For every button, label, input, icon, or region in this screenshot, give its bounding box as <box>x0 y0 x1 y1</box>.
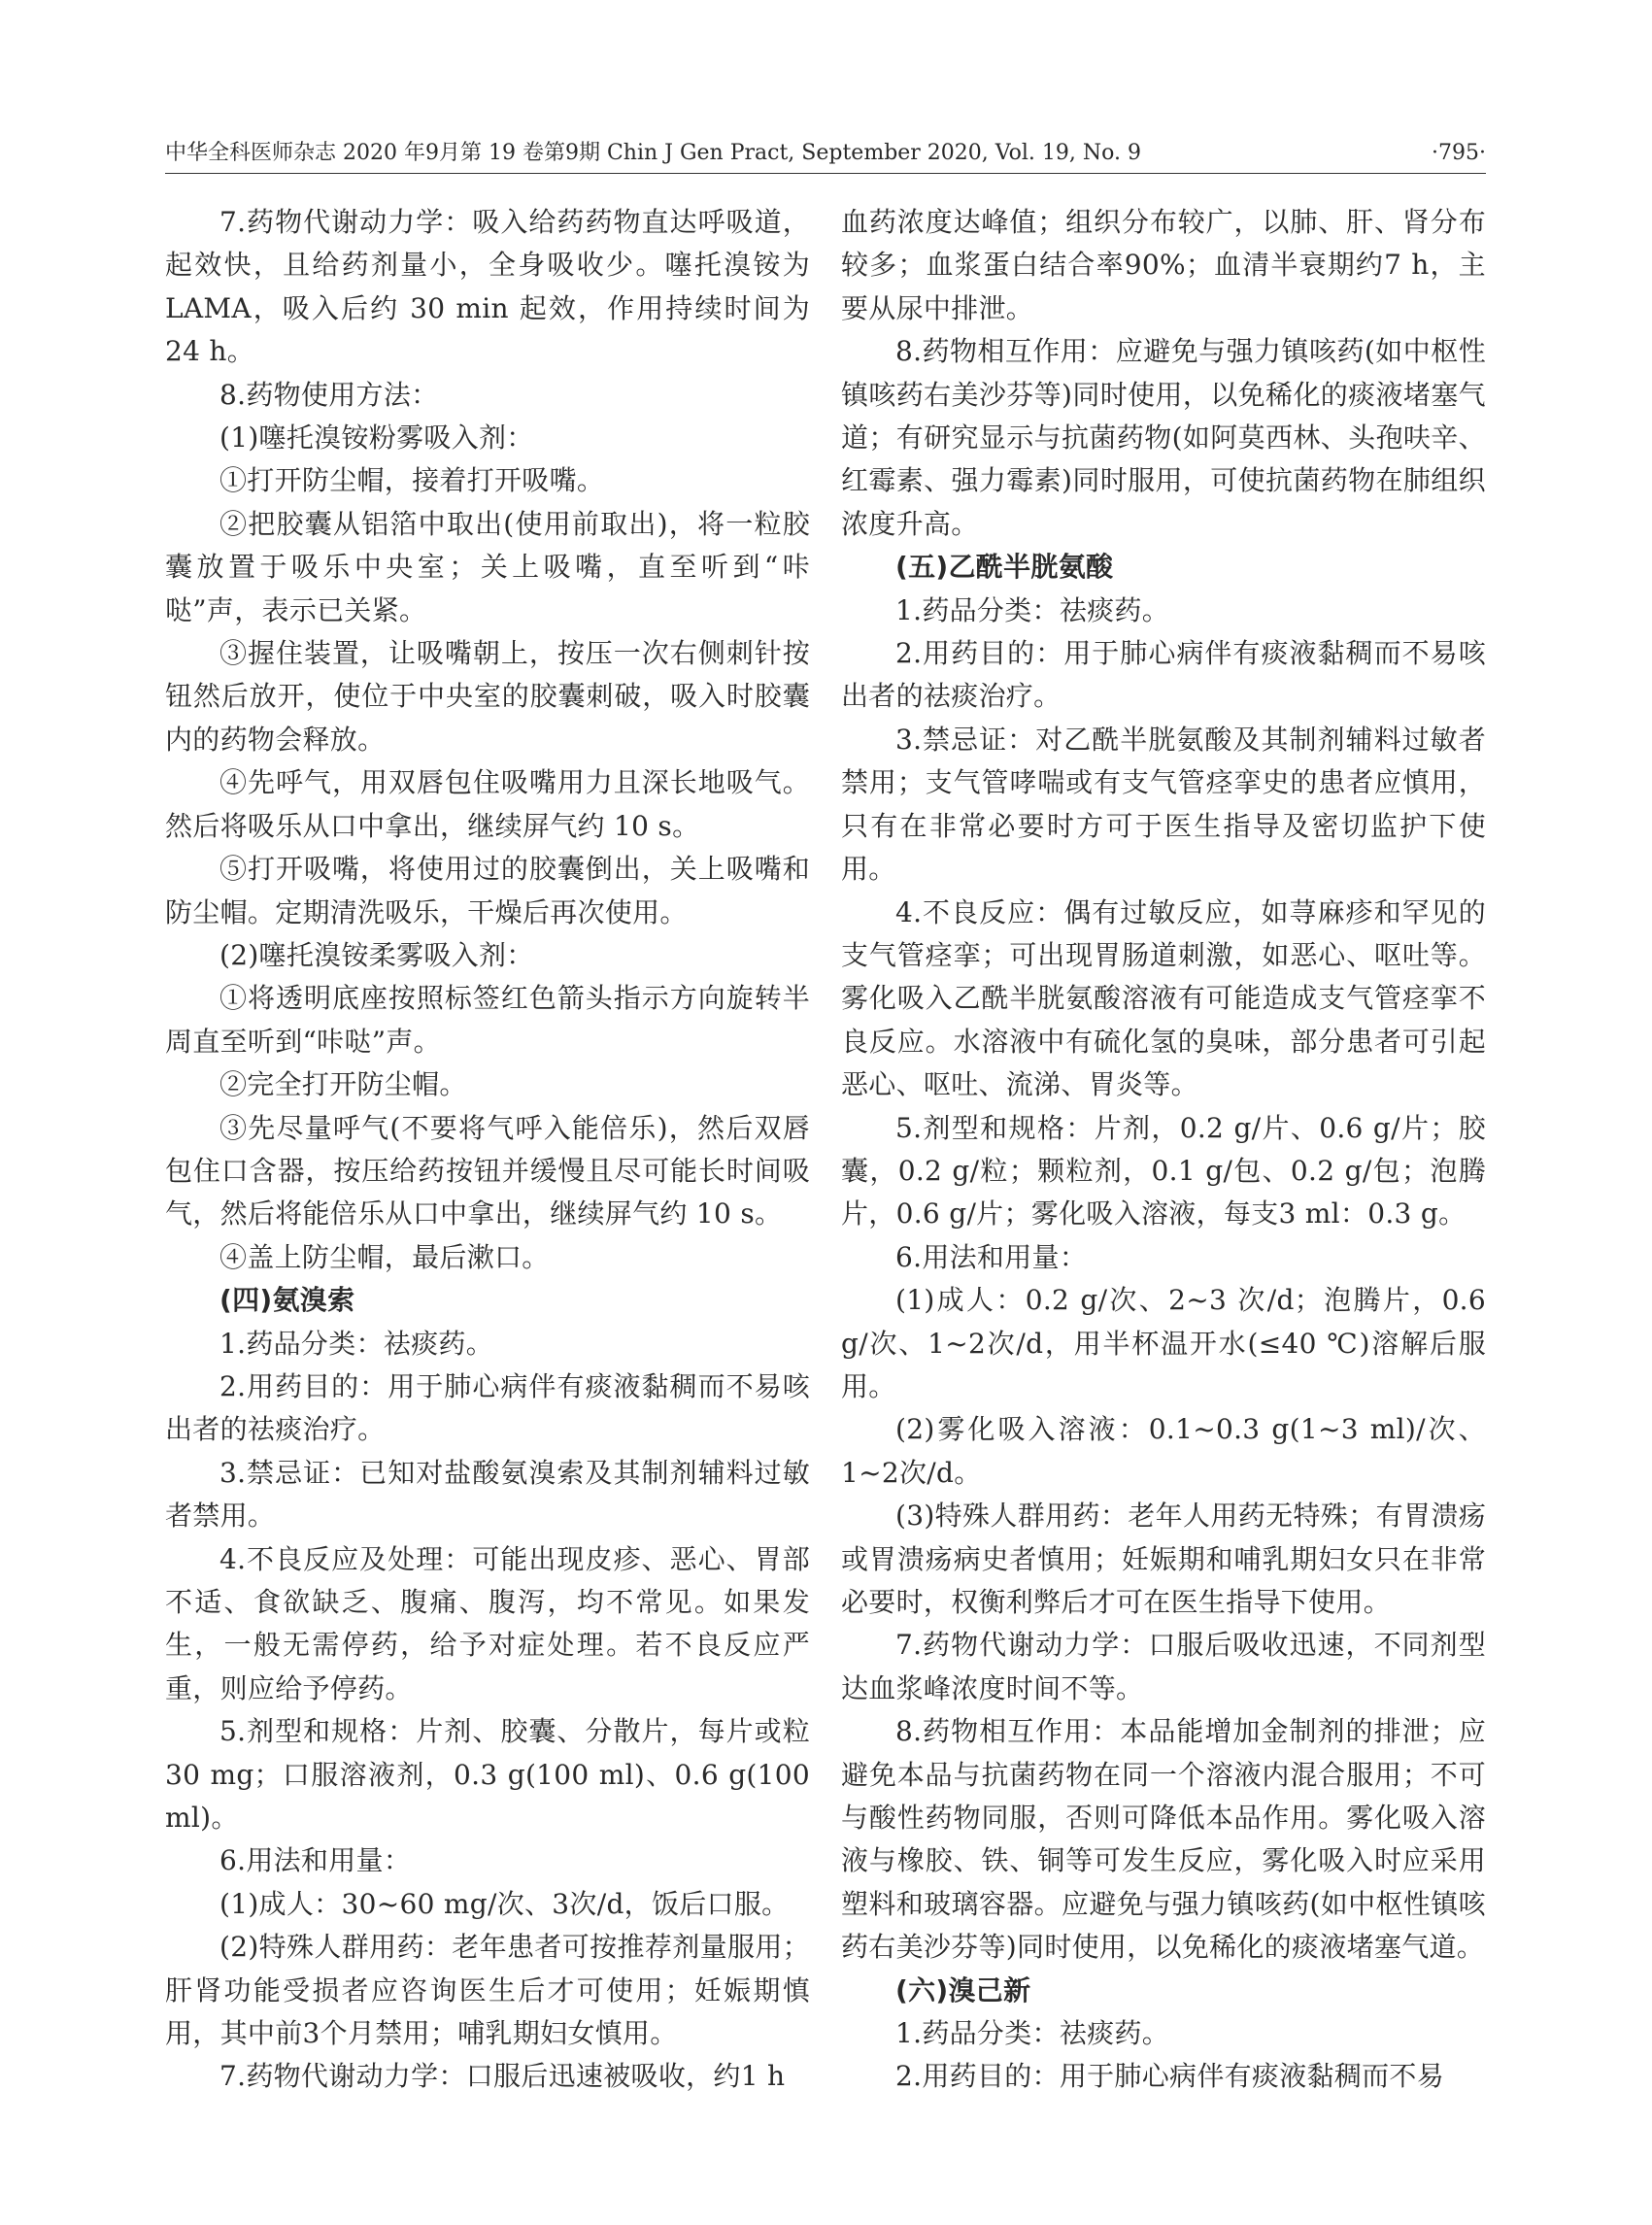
paragraph: 1.药品分类：祛痰药。 <box>219 1327 494 1360</box>
paragraph: 7.药物代谢动力学：吸入给药药物直达呼吸道，起效快，且给药剂量小，全身吸收少。噻托溴铵为LAMA，吸入后约 30 min 起效，作用持续时间为24 h。 <box>165 206 810 368</box>
paragraph: (3)特殊人群用药：老年人用药无特殊；有胃溃疡或胃溃疡病史者慎用；妊娠期和哺乳期妇女只在非常必要时，权衡利弊后才可在医生指导下使用。 <box>841 1500 1486 1618</box>
paragraph: (2)噻托溴铵柔雾吸入剂： <box>219 938 534 971</box>
paragraph: 7.药物代谢动力学：口服后吸收迅速，不同剂型达血浆峰浓度时间不等。 <box>841 1629 1486 1704</box>
paragraph: (1)噻托溴铵粉雾吸入剂： <box>219 421 534 455</box>
paragraph: ①将透明底座按照标签红色箭头指示方向旋转半周直至听到“咔哒”声。 <box>165 982 810 1058</box>
paragraph: ②完全打开防尘帽。 <box>219 1068 467 1101</box>
paragraph: (2)特殊人群用药：老年患者可按推荐剂量服用；肝肾功能受损者应咨询医生后才可使用；妊娠期慎用，其中前3个月禁用；哺乳期妇女慎用。 <box>165 1931 810 2050</box>
paragraph: (1)成人：0.2 g/次、2~3 次/d；泡腾片，0.6 g/次、1~2次/d，用半杯温开水(≤40 ℃)溶解后服用。 <box>841 1284 1486 1402</box>
paragraph: ③握住装置，让吸嘴朝上，按压一次右侧刺针按钮然后放开，使位于中央室的胶囊刺破，吸入时胶囊内的药物会释放。 <box>165 637 810 756</box>
paragraph: (2)雾化吸入溶液：0.1~0.3 g(1~3 ml)/次、1~2次/d。 <box>841 1413 1486 1489</box>
section-heading: (五)乙酰半胱氨酸 <box>895 551 1114 584</box>
paragraph: ①打开防尘帽，接着打开吸嘴。 <box>219 464 605 497</box>
paragraph: 4.不良反应及处理：可能出现皮疹、恶心、胃部不适、食欲缺乏、腹痛、腹泻，均不常见。如果发生，一般无需停药，给予对症处理。若不良反应严重，则应给予停药。 <box>165 1542 810 1704</box>
journal-citation: 中华全科医师杂志 2020 年9月第 19 卷第9期 Chin J Gen Pract, September 2020, Vol. 19, No. 9 <box>165 141 1141 165</box>
paragraph: 7.药物代谢动力学：口服后迅速被吸收，约1 h <box>219 2060 786 2093</box>
paragraph: ④先呼气，用双唇包住吸嘴用力且深长地吸气。然后将吸乐从口中拿出，继续屏气约 10 s。 <box>165 766 810 842</box>
paragraph: 1.药品分类：祛痰药。 <box>895 593 1170 626</box>
paragraph: 5.剂型和规格：片剂，0.2 g/片、0.6 g/片；胶囊，0.2 g/粒；颗粒剂，0.1 g/包、0.2 g/包；泡腾片，0.6 g/片；雾化吸入溶液，每支3 ml：0.3 g。 <box>841 1111 1486 1230</box>
paragraph: 2.用药目的：用于肺心病伴有痰液黏稠而不易 <box>895 2060 1445 2093</box>
paragraph: 8.药物相互作用：本品能增加金制剂的排泄；应避免本品与抗菌药物在同一个溶液内混合服用；不可与酸性药物同服，否则可降低本品作用。雾化吸入溶液与橡胶、铁、铜等可发生反应，雾化吸入时应采用塑料和玻璃容器。应避免与强力镇咳药(如中枢性镇咳药右美沙芬等)同时使用，以免稀化的痰液堵塞气道。 <box>841 1715 1486 1964</box>
paragraph: 1.药品分类：祛痰药。 <box>895 2017 1170 2050</box>
paragraph: 2.用药目的：用于肺心病伴有痰液黏稠而不易咳出者的祛痰治疗。 <box>165 1369 810 1446</box>
paragraph: ②把胶囊从铝箔中取出(使用前取出)，将一粒胶囊放置于吸乐中央室；关上吸嘴，直至听到“咔哒”声，表示已关紧。 <box>165 507 810 626</box>
paragraph: ⑤打开吸嘴，将使用过的胶囊倒出，关上吸嘴和防尘帽。定期清洗吸乐，干燥后再次使用。 <box>165 853 810 928</box>
right-column <box>841 201 1486 2099</box>
section-heading: (四)氨溴索 <box>219 1284 355 1317</box>
paragraph: 3.禁忌证：对乙酰半胱氨酸及其制剂辅料过敏者禁用；支气管哮喘或有支气管痉挛史的患者应慎用，只有在非常必要时方可于医生指导及密切监护下使用。 <box>841 723 1486 886</box>
section-heading: (六)溴己新 <box>895 1973 1031 2006</box>
paragraph: (1)成人：30~60 mg/次、3次/d，饭后口服。 <box>219 1887 790 1920</box>
paragraph-continued: 血药浓度达峰值；组织分布较广，以肺、肝、肾分布较多；血浆蛋白结合率90%；血清半衰期约7 h，主要从尿中排泄。 <box>841 206 1486 324</box>
paragraph: 2.用药目的：用于肺心病伴有痰液黏稠而不易咳出者的祛痰治疗。 <box>841 637 1486 713</box>
paragraph: 8.药物相互作用：应避免与强力镇咳药(如中枢性镇咳药右美沙芬等)同时使用，以免稀化的痰液堵塞气道；有研究显示与抗菌药物(如阿莫西林、头孢呋辛、红霉素、强力霉素)同时服用，可使抗菌药物在肺组织浓度升高。 <box>841 335 1486 540</box>
paragraph: ④盖上防尘帽，最后漱口。 <box>219 1240 550 1273</box>
paragraph: 6.用法和用量： <box>895 1240 1088 1273</box>
paragraph: 3.禁忌证：已知对盐酸氨溴索及其制剂辅料过敏者禁用。 <box>165 1456 810 1533</box>
running-header <box>165 134 1486 174</box>
paragraph: 5.剂型和规格：片剂、胶囊、分散片，每片或粒 30 mg；口服溶液剂，0.3 g(100 ml)、0.6 g(100 ml)。 <box>165 1715 810 1835</box>
paragraph: ③先尽量呼气(不要将气呼入能倍乐)，然后双唇包住口含器，按压给药按钮并缓慢且尽可能长时间吸气，然后将能倍乐从口中拿出，继续屏气约 10 s。 <box>165 1111 810 1230</box>
page-number: ·795· <box>1432 141 1486 165</box>
left-column <box>165 201 810 2099</box>
paragraph: 6.用法和用量： <box>219 1844 412 1877</box>
paragraph: 4.不良反应：偶有过敏反应，如荨麻疹和罕见的支气管痉挛；可出现胃肠道刺激，如恶心、呕吐等。雾化吸入乙酰半胱氨酸溶液有可能造成支气管痉挛不良反应。水溶液中有硫化氢的臭味，部分患者可引起恶心、呕吐、流涕、胃炎等。 <box>841 895 1486 1101</box>
paragraph: 8.药物使用方法： <box>219 378 439 411</box>
